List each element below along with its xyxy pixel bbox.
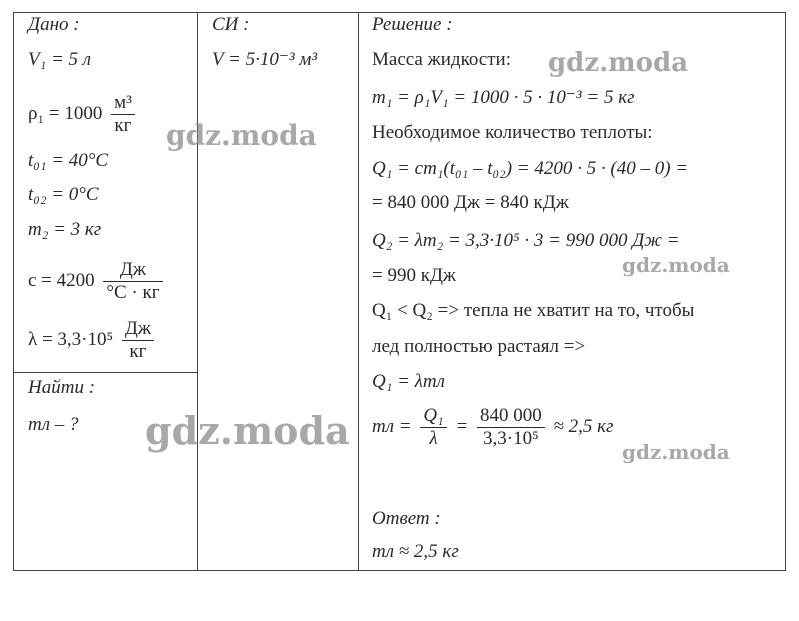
fraction-denominator: кг xyxy=(114,115,132,136)
solution-line-mass-heading: Масса жидкости: xyxy=(372,49,511,70)
given-latent-heat xyxy=(28,318,158,363)
fraction-denominator: 3,3·10⁵ xyxy=(483,428,539,449)
given-t01: t₀₁ = 40°C xyxy=(28,150,109,171)
fraction-numerator: Q₁ xyxy=(420,405,446,428)
solution-line-q1-lambda: Q₁ = λmл xyxy=(372,371,445,392)
solution-line-q1-result: = 840 000 Дж = 840 кДж xyxy=(372,192,569,213)
given-heading: Дано : xyxy=(28,14,80,35)
latent-heat-unit-fraction xyxy=(122,318,154,363)
watermark-logo: gdz.moda xyxy=(622,253,730,277)
fraction-numerator: м³ xyxy=(111,92,135,115)
given-density-value: ρ₁ = 1000 xyxy=(28,102,103,124)
solution-line-heat-heading: Необходимое количество теплоты: xyxy=(372,122,653,143)
watermark-logo: gdz.moda xyxy=(548,48,689,78)
fraction-denominator: кг xyxy=(129,341,147,362)
equals-sign: = xyxy=(455,415,469,437)
solution-line-q2: Q₂ = λm₂ = 3,3·10⁵ · 3 = 990 000 Дж = xyxy=(372,230,680,251)
fraction-numerator: 840 000 xyxy=(477,405,545,428)
find-heading: Найти : xyxy=(28,377,96,398)
given-t02: t₀₂ = 0°C xyxy=(28,184,99,205)
find-unknown: mл – ? xyxy=(28,414,79,435)
given-m2: m₂ = 3 кг xyxy=(28,219,102,240)
answer-value: mл ≈ 2,5 кг xyxy=(372,541,459,562)
given-volume: V₁ = 5 л xyxy=(28,49,92,70)
row-divider-given-find xyxy=(14,372,197,373)
solution-line-ice-mass xyxy=(372,405,613,450)
ice-mass-result: ≈ 2,5 кг xyxy=(553,415,614,437)
solution-line-comparison: Q₁ < Q₂ => тепла не хватит на то, чтобы xyxy=(372,300,695,321)
watermark-logo: gdz.moda xyxy=(622,440,730,464)
fraction-numerator: Дж xyxy=(122,318,154,341)
given-specific-heat-value: c = 4200 xyxy=(28,269,95,291)
fraction-denominator: °C · кг xyxy=(106,282,160,303)
solution-line-conclusion: лед полностью растаял => xyxy=(372,336,586,357)
solution-line-mass: m₁ = ρ₁V₁ = 1000 · 5 · 10⁻³ = 5 кг xyxy=(372,87,635,108)
solution-line-q2-result: = 990 кДж xyxy=(372,265,457,286)
numeric-fraction xyxy=(477,405,545,450)
watermark-logo: gdz.moda xyxy=(166,119,317,152)
ice-mass-lhs: mл = xyxy=(372,415,412,437)
ratio-fraction xyxy=(420,405,446,450)
density-unit-fraction xyxy=(111,92,135,137)
given-specific-heat xyxy=(28,259,167,304)
column-divider-si-solution xyxy=(358,13,359,570)
si-heading: СИ : xyxy=(212,14,250,35)
column-divider-given-si xyxy=(197,13,198,570)
specific-heat-unit-fraction xyxy=(103,259,162,304)
fraction-denominator: λ xyxy=(429,428,438,449)
given-latent-heat-value: λ = 3,3·10⁵ xyxy=(28,328,114,350)
fraction-numerator: Дж xyxy=(103,259,162,282)
solution-heading: Решение : xyxy=(372,14,453,35)
si-volume: V = 5·10⁻³ м³ xyxy=(212,49,318,70)
watermark-logo: gdz.moda xyxy=(145,408,350,453)
answer-heading: Ответ : xyxy=(372,508,441,529)
given-density xyxy=(28,92,139,137)
solution-line-q1: Q₁ = cm₁(t₀₁ – t₀₂) = 4200 · 5 · (40 – 0) = xyxy=(372,158,689,179)
